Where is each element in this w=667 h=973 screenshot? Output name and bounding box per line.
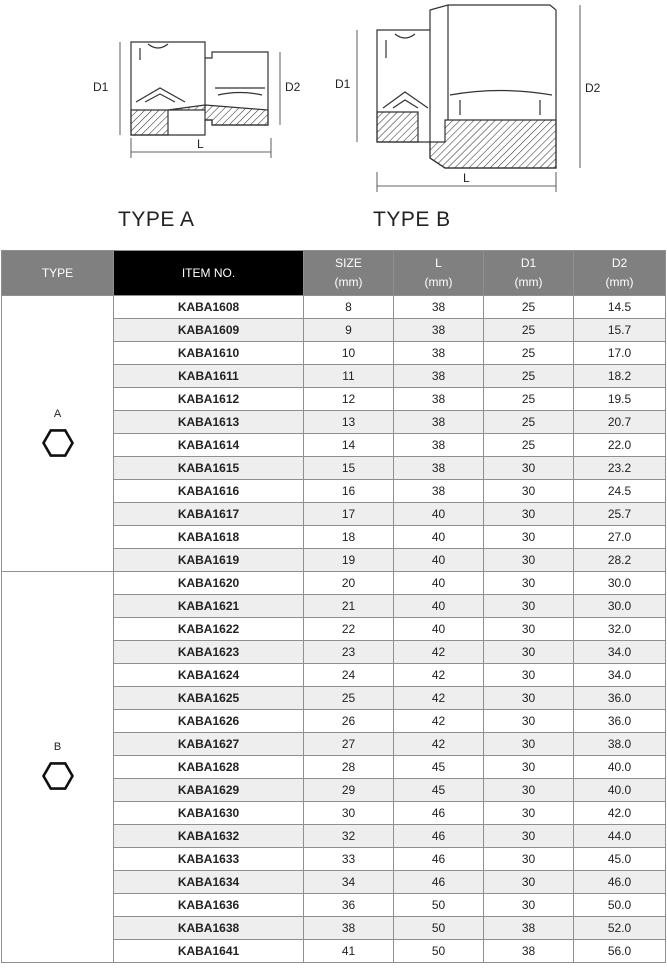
item-number-cell: KABA1625 <box>114 687 304 710</box>
type-a-d2-label: D2 <box>285 80 301 94</box>
size-cell: 20 <box>304 572 394 595</box>
size-cell: 10 <box>304 342 394 365</box>
d2-cell: 27.0 <box>574 526 666 549</box>
item-number-cell: KABA1636 <box>114 894 304 917</box>
item-number-cell: KABA1626 <box>114 710 304 733</box>
type-b-caption: TYPE B <box>373 208 451 231</box>
size-cell: 38 <box>304 917 394 940</box>
size-cell: 25 <box>304 687 394 710</box>
type-a-d1-label: D1 <box>93 80 109 94</box>
type-group-cell <box>2 572 114 963</box>
type-a-caption: TYPE A <box>118 208 195 231</box>
item-number-cell: KABA1623 <box>114 641 304 664</box>
d2-cell: 56.0 <box>574 940 666 963</box>
type-group-cell <box>2 296 114 572</box>
hexagon-icon <box>41 759 75 793</box>
l-column-header <box>394 251 484 296</box>
d1-cell: 30 <box>484 779 574 802</box>
size-cell: 24 <box>304 664 394 687</box>
d2-cell: 22.0 <box>574 434 666 457</box>
d1-header-label: D1 <box>520 256 537 270</box>
d2-cell: 15.7 <box>574 319 666 342</box>
d2-cell: 46.0 <box>574 871 666 894</box>
size-cell: 29 <box>304 779 394 802</box>
d2-cell: 36.0 <box>574 710 666 733</box>
spec-table-body <box>2 296 666 963</box>
item-number-cell: KABA1638 <box>114 917 304 940</box>
l-cell: 38 <box>394 365 484 388</box>
d1-cell: 30 <box>484 802 574 825</box>
item-number-cell: KABA1628 <box>114 756 304 779</box>
d1-column-header <box>484 251 574 296</box>
d2-cell: 40.0 <box>574 756 666 779</box>
size-cell: 8 <box>304 296 394 319</box>
l-cell: 40 <box>394 526 484 549</box>
size-cell: 30 <box>304 802 394 825</box>
d2-unit-label: (mm) <box>605 275 634 289</box>
d1-cell: 30 <box>484 526 574 549</box>
l-cell: 46 <box>394 871 484 894</box>
size-header-label: SIZE <box>335 256 362 270</box>
l-header-label: L <box>435 256 442 270</box>
l-cell: 42 <box>394 664 484 687</box>
item-header-label: ITEM NO. <box>181 265 236 280</box>
d1-cell: 25 <box>484 319 574 342</box>
size-cell: 13 <box>304 411 394 434</box>
item-number-cell: KABA1619 <box>114 549 304 572</box>
d1-cell: 30 <box>484 457 574 480</box>
item-number-cell: KABA1624 <box>114 664 304 687</box>
item-number-cell: KABA1612 <box>114 388 304 411</box>
type-b-l-label: L <box>463 171 470 185</box>
d2-cell: 32.0 <box>574 618 666 641</box>
d1-cell: 30 <box>484 710 574 733</box>
size-cell: 11 <box>304 365 394 388</box>
item-number-cell: KABA1632 <box>114 825 304 848</box>
item-number-cell: KABA1616 <box>114 480 304 503</box>
item-number-cell: KABA1629 <box>114 779 304 802</box>
d2-cell: 34.0 <box>574 641 666 664</box>
l-cell: 50 <box>394 940 484 963</box>
l-cell: 42 <box>394 641 484 664</box>
type-header-label: TYPE <box>41 265 74 280</box>
d2-cell: 14.5 <box>574 296 666 319</box>
item-number-cell: KABA1617 <box>114 503 304 526</box>
l-cell: 40 <box>394 595 484 618</box>
size-cell: 32 <box>304 825 394 848</box>
l-cell: 42 <box>394 687 484 710</box>
l-unit-label: (mm) <box>424 275 453 289</box>
type-b-d2-label: D2 <box>585 81 601 95</box>
d1-cell: 30 <box>484 871 574 894</box>
l-cell: 40 <box>394 618 484 641</box>
d2-cell: 19.5 <box>574 388 666 411</box>
d1-cell: 30 <box>484 549 574 572</box>
d1-cell: 30 <box>484 503 574 526</box>
size-cell: 15 <box>304 457 394 480</box>
l-cell: 40 <box>394 503 484 526</box>
type-a-l-label: L <box>197 137 204 151</box>
item-number-cell: KABA1621 <box>114 595 304 618</box>
l-cell: 50 <box>394 894 484 917</box>
d2-cell: 17.0 <box>574 342 666 365</box>
item-number-cell: KABA1613 <box>114 411 304 434</box>
l-cell: 38 <box>394 480 484 503</box>
size-cell: 14 <box>304 434 394 457</box>
item-number-cell: KABA1633 <box>114 848 304 871</box>
d1-cell: 30 <box>484 664 574 687</box>
d1-cell: 30 <box>484 687 574 710</box>
d1-cell: 25 <box>484 296 574 319</box>
l-cell: 38 <box>394 296 484 319</box>
d2-cell: 30.0 <box>574 572 666 595</box>
l-cell: 40 <box>394 549 484 572</box>
d2-cell: 36.0 <box>574 687 666 710</box>
type-letter: A <box>53 407 62 420</box>
l-cell: 38 <box>394 342 484 365</box>
l-cell: 38 <box>394 319 484 342</box>
l-cell: 46 <box>394 848 484 871</box>
l-cell: 42 <box>394 710 484 733</box>
size-cell: 22 <box>304 618 394 641</box>
d2-header-label: D2 <box>611 256 628 270</box>
d2-cell: 28.2 <box>574 549 666 572</box>
d1-unit-label: (mm) <box>514 275 543 289</box>
size-cell: 34 <box>304 871 394 894</box>
l-cell: 40 <box>394 572 484 595</box>
spec-table <box>1 250 666 963</box>
d2-cell: 23.2 <box>574 457 666 480</box>
d2-cell: 25.7 <box>574 503 666 526</box>
socket-diagrams <box>0 0 667 250</box>
d2-cell: 24.5 <box>574 480 666 503</box>
d1-cell: 25 <box>484 434 574 457</box>
size-cell: 41 <box>304 940 394 963</box>
l-cell: 46 <box>394 802 484 825</box>
d2-cell: 38.0 <box>574 733 666 756</box>
d1-cell: 30 <box>484 572 574 595</box>
table-header-row <box>2 251 666 296</box>
size-cell: 33 <box>304 848 394 871</box>
type-b-d1-label: D1 <box>335 77 351 91</box>
size-column-header <box>304 251 394 296</box>
d2-cell: 45.0 <box>574 848 666 871</box>
d1-cell: 30 <box>484 641 574 664</box>
item-number-cell: KABA1614 <box>114 434 304 457</box>
diagram-drawing <box>0 0 667 250</box>
type-letter: B <box>53 741 62 753</box>
size-cell: 17 <box>304 503 394 526</box>
d1-cell: 38 <box>484 917 574 940</box>
size-unit-label: (mm) <box>334 275 363 289</box>
l-cell: 38 <box>394 434 484 457</box>
l-cell: 50 <box>394 917 484 940</box>
d1-cell: 30 <box>484 480 574 503</box>
item-number-cell: KABA1618 <box>114 526 304 549</box>
item-number-cell: KABA1615 <box>114 457 304 480</box>
size-cell: 36 <box>304 894 394 917</box>
type-b-socket-drawing <box>357 5 580 192</box>
d1-cell: 30 <box>484 825 574 848</box>
item-number-cell: KABA1641 <box>114 940 304 963</box>
d2-column-header <box>574 251 666 296</box>
size-cell: 16 <box>304 480 394 503</box>
item-number-cell: KABA1622 <box>114 618 304 641</box>
item-number-cell: KABA1610 <box>114 342 304 365</box>
d1-cell: 25 <box>484 411 574 434</box>
size-cell: 12 <box>304 388 394 411</box>
item-number-cell: KABA1630 <box>114 802 304 825</box>
l-cell: 46 <box>394 825 484 848</box>
d2-cell: 34.0 <box>574 664 666 687</box>
hexagon-icon <box>41 426 75 460</box>
d1-cell: 25 <box>484 388 574 411</box>
size-cell: 9 <box>304 319 394 342</box>
table-row <box>2 296 666 319</box>
item-number-cell: KABA1611 <box>114 365 304 388</box>
item-number-cell: KABA1634 <box>114 871 304 894</box>
d2-cell: 20.7 <box>574 411 666 434</box>
d2-cell: 40.0 <box>574 779 666 802</box>
d2-cell: 50.0 <box>574 894 666 917</box>
size-cell: 19 <box>304 549 394 572</box>
d2-cell: 30.0 <box>574 595 666 618</box>
d2-cell: 18.2 <box>574 365 666 388</box>
l-cell: 45 <box>394 756 484 779</box>
item-number-cell: KABA1620 <box>114 572 304 595</box>
item-number-cell: KABA1609 <box>114 319 304 342</box>
d1-cell: 25 <box>484 365 574 388</box>
type-column-header <box>2 251 114 296</box>
size-cell: 23 <box>304 641 394 664</box>
d1-cell: 30 <box>484 733 574 756</box>
size-cell: 18 <box>304 526 394 549</box>
d1-cell: 30 <box>484 595 574 618</box>
d1-cell: 30 <box>484 848 574 871</box>
l-cell: 38 <box>394 388 484 411</box>
size-cell: 21 <box>304 595 394 618</box>
d1-cell: 30 <box>484 756 574 779</box>
d1-cell: 38 <box>484 940 574 963</box>
size-cell: 27 <box>304 733 394 756</box>
table-row <box>2 572 666 595</box>
d1-cell: 30 <box>484 894 574 917</box>
d2-cell: 44.0 <box>574 825 666 848</box>
l-cell: 38 <box>394 457 484 480</box>
d2-cell: 52.0 <box>574 917 666 940</box>
size-cell: 26 <box>304 710 394 733</box>
d1-cell: 25 <box>484 342 574 365</box>
item-column-header <box>114 251 304 296</box>
d1-cell: 30 <box>484 618 574 641</box>
size-cell: 28 <box>304 756 394 779</box>
item-number-cell: KABA1627 <box>114 733 304 756</box>
l-cell: 38 <box>394 411 484 434</box>
item-number-cell: KABA1608 <box>114 296 304 319</box>
l-cell: 45 <box>394 779 484 802</box>
l-cell: 42 <box>394 733 484 756</box>
d2-cell: 42.0 <box>574 802 666 825</box>
